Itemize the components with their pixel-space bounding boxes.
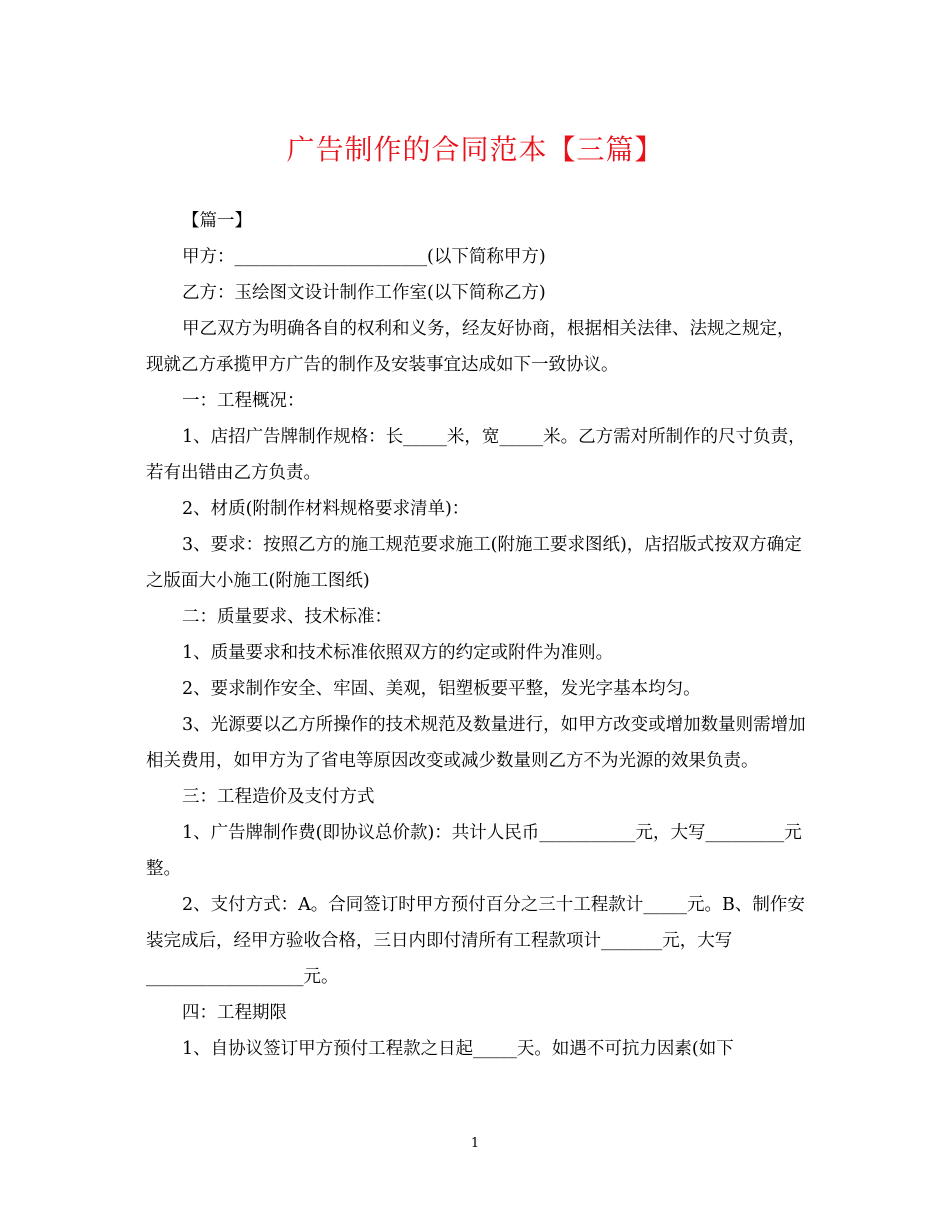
section-heading-cost-payment: 三：工程造价及支付方式 <box>182 787 375 807</box>
section-heading-timeline: 四：工程期限 <box>182 1003 287 1023</box>
document-title: 广告制作的合同范本【三篇】 <box>286 133 664 166</box>
section-heading-project-overview: 一：工程概况： <box>182 391 305 411</box>
clause-1-2-materials: 2、材质(附制作材料规格要求清单)： <box>182 499 470 519</box>
page-number: 1 <box>470 1136 480 1151</box>
section-heading-part-one: 【篇一】 <box>182 211 252 231</box>
clause-2-3-lighting: 3、光源要以乙方所操作的技术规范及数量进行，如甲方改变或增加数量则需增加相关费用，如甲方为了省电等原因改变或减少数量则乙方不为光源的效果负责。 <box>146 715 806 771</box>
section-heading-quality: 二：质量要求、技术标准： <box>182 607 392 627</box>
clause-3-1-total-price: 1、广告牌制作费(即协议总价款)：共计人民币___________元，大写_________元整。 <box>146 823 802 879</box>
document-body <box>146 203 806 1067</box>
party-a-line: 甲方：______________________(以下简称甲方) <box>182 247 546 267</box>
agreement-preamble: 甲乙双方为明确各自的权利和义务，经友好协商，根据相关法律、法规之规定，现就乙方承揽甲方广告的制作及安装事宜达成如下一致协议。 <box>146 319 795 375</box>
clause-3-2-payment-method: 2、支付方式：A。合同签订时甲方预付百分之三十工程款计_____元。B、制作安装完成后，经甲方验收合格，三日内即付清所有工程款项计_______元，大写__________________元。 <box>146 895 805 987</box>
clause-1-3-requirements: 3、要求：按照乙方的施工规范要求施工(附施工要求图纸)，店招版式按双方确定之版面大小施工(附施工图纸) <box>146 535 802 591</box>
clause-2-2-safety: 2、要求制作安全、牢固、美观，铝塑板要平整，发光字基本均匀。 <box>182 679 701 699</box>
clause-1-1-dimensions: 1、店招广告牌制作规格：长_____米，宽_____米。乙方需对所制作的尺寸负责，若有出错由乙方负责。 <box>146 427 806 483</box>
party-b-line: 乙方：玉绘图文设计制作工作室(以下简称乙方) <box>182 283 546 303</box>
clause-2-1-standards: 1、质量要求和技术标准依照双方的约定或附件为准则。 <box>182 643 614 663</box>
clause-4-1-duration: 1、自协议签订甲方预付工程款之日起_____天。如遇不可抗力因素(如下 <box>182 1039 734 1059</box>
